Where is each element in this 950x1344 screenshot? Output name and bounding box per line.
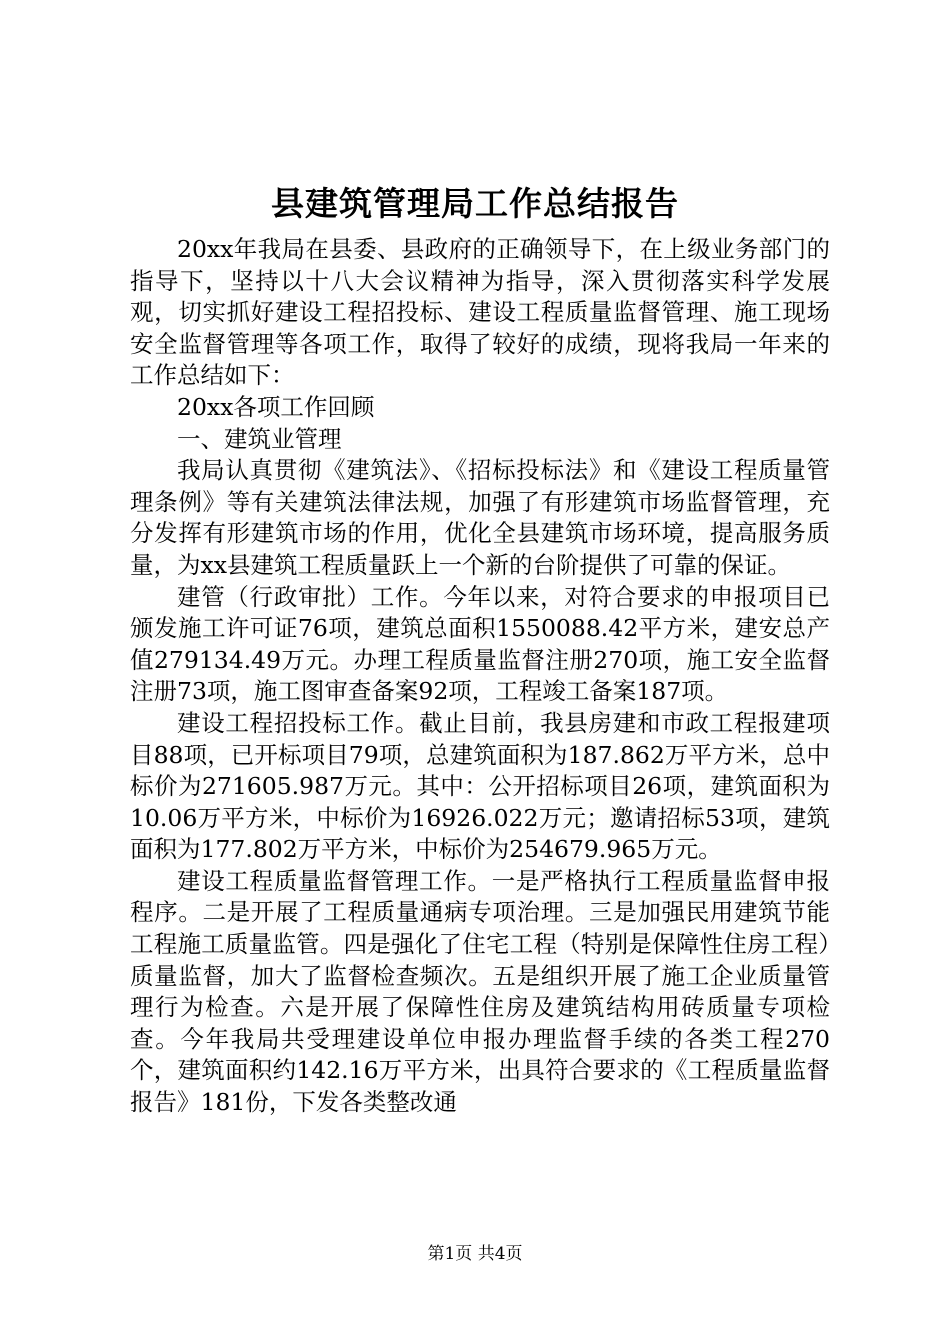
document-title: 县建筑管理局工作总结报告 (271, 184, 679, 223)
page-number-footer: 第1页 共4页 (427, 1244, 523, 1264)
construction-law-paragraph: 我局认真贯彻《建筑法》、《招标投标法》和《建设工程质量管理条例》等有关建筑法律法规，加强了有形建筑市场监督管理，充分发挥有形建筑市场的作用，优化全县建筑市场环境，提高服务质量，为xx县建筑工程质量跃上一个新的台阶提供了可靠的保证。 (130, 456, 830, 579)
administrative-approval-paragraph: 建管（行政审批）工作。今年以来，对符合要求的申报项目已颁发施工许可证76项，建筑总面积1550088.42平方米，建安总产值279134.49万元。办理工程质量监督注册270项，施工安全监督注册73项，施工图审查备案92项，工程竣工备案187项。 (130, 582, 830, 706)
intro-paragraph: 20xx年我局在县委、县政府的正确领导下，在上级业务部门的指导下，坚持以十八大会议精神为指导，深入贯彻落实科学发展观，切实抓好建设工程招投标、建设工程质量监督管理、施工现场安全监督管理等各项工作，取得了较好的成绩，现将我局一年来的工作总结如下： (130, 235, 830, 390)
document-body (130, 234, 830, 1119)
bidding-paragraph: 建设工程招投标工作。截止目前，我县房建和市政工程报建项目88项，已开标项目79项，总建筑面积为187.862万平方米，总中标价为271605.987万元。其中：公开招标项目26项，建筑面积为10.06万平方米，中标价为16926.022万元；邀请招标53项，建筑面积为177.802万平方米，中标价为254679.965万元。 (130, 708, 830, 864)
section-one-heading: 一、建筑业管理 (177, 424, 342, 453)
section-review-heading: 20xx各项工作回顾 (177, 392, 375, 421)
quality-supervision-paragraph: 建设工程质量监督管理工作。一是严格执行工程质量监督申报程序。二是开展了工程质量通病专项治理。三是加强民用建筑节能工程施工质量监管。四是强化了住宅工程（特别是保障性住房工程）质量监督，加大了监督检查频次。五是组织开展了施工企业质量管理行为检查。六是开展了保障性住房及建筑结构用砖质量专项检查。今年我局共受理建设单位申报办理监督手续的各类工程270个，建筑面积约142.16万平方米，出具符合要求的《工程质量监督报告》181份，下发各类整改通 (130, 866, 830, 1117)
